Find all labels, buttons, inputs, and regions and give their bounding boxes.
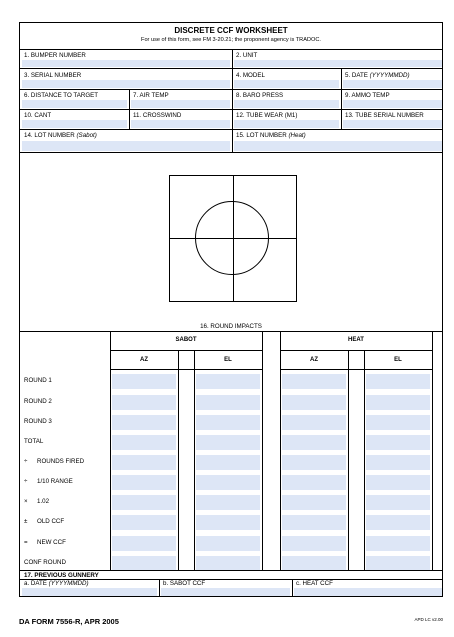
row-label bbox=[24, 478, 73, 485]
heat-header: HEAT bbox=[348, 337, 364, 343]
row-label-text: 1.02 bbox=[37, 498, 50, 505]
heat-az-field[interactable] bbox=[282, 515, 346, 530]
gunnery-date-hint: (YYYYMMDD) bbox=[48, 580, 89, 587]
heat-az-header: AZ bbox=[310, 357, 318, 363]
gunnery-date-label bbox=[24, 580, 89, 587]
rule bbox=[20, 331, 442, 332]
heat-el-field[interactable] bbox=[366, 415, 430, 430]
sabot-el-field[interactable] bbox=[196, 515, 260, 530]
rule bbox=[20, 152, 442, 153]
rule bbox=[110, 350, 262, 351]
divider bbox=[129, 89, 130, 129]
heat-az-field[interactable] bbox=[282, 556, 346, 571]
lot-heat-hint: (Heat) bbox=[288, 132, 306, 139]
gunnery-date-field[interactable] bbox=[22, 588, 157, 596]
serial-number-field[interactable] bbox=[22, 80, 230, 88]
sabot-az-field[interactable] bbox=[112, 395, 176, 410]
row-label bbox=[24, 377, 52, 384]
air-temp-field[interactable] bbox=[131, 100, 230, 108]
row-label-text: TOTAL bbox=[24, 438, 44, 445]
sabot-el-field[interactable] bbox=[196, 374, 260, 389]
sabot-el-field[interactable] bbox=[196, 475, 260, 490]
form-subtitle: For use of this form, see FM 3-20.21; the proponent agency is TRADOC. bbox=[141, 37, 321, 43]
rule bbox=[280, 369, 432, 370]
divider bbox=[364, 350, 365, 570]
sabot-az-header: AZ bbox=[140, 357, 148, 363]
distance-label: 6. DISTANCE TO TARGET bbox=[24, 92, 99, 99]
divider bbox=[348, 350, 349, 570]
rule bbox=[20, 570, 442, 571]
rule bbox=[20, 89, 442, 90]
divider bbox=[232, 49, 233, 68]
lot-heat-field[interactable] bbox=[234, 141, 442, 151]
baro-press-field[interactable] bbox=[234, 100, 339, 108]
row-label-text: ROUND 2 bbox=[24, 398, 52, 405]
heat-az-field[interactable] bbox=[282, 495, 346, 510]
operator-symbol: = bbox=[24, 539, 28, 546]
heat-el-field[interactable] bbox=[366, 556, 430, 571]
row-label bbox=[24, 438, 43, 445]
divider bbox=[232, 129, 233, 152]
heat-az-field[interactable] bbox=[282, 374, 346, 389]
row-label bbox=[24, 498, 49, 505]
row-label-text: OLD CCF bbox=[37, 518, 65, 525]
sabot-az-field[interactable] bbox=[112, 415, 176, 430]
divider bbox=[194, 350, 195, 570]
distance-field[interactable] bbox=[22, 100, 127, 108]
tube-wear-field[interactable] bbox=[234, 120, 339, 128]
sabot-az-field[interactable] bbox=[112, 495, 176, 510]
heat-ccf-label: c. HEAT CCF bbox=[296, 580, 333, 587]
sabot-ccf-field[interactable] bbox=[161, 588, 290, 596]
row-label bbox=[24, 418, 52, 425]
heat-el-header: EL bbox=[394, 357, 402, 363]
row-label-text: ROUND 3 bbox=[24, 418, 52, 425]
ammo-temp-label: 9. AMMO TEMP bbox=[345, 92, 390, 99]
row-label bbox=[24, 559, 66, 566]
tube-serial-field[interactable] bbox=[343, 120, 442, 128]
target-circle bbox=[195, 201, 269, 275]
previous-gunnery-heading: 17. PREVIOUS GUNNERY bbox=[24, 572, 99, 579]
rule bbox=[280, 350, 432, 351]
sabot-az-field[interactable] bbox=[112, 374, 176, 389]
form-number: DA FORM 7556-R, APR 2005 bbox=[19, 617, 119, 626]
baro-press-label: 8. BARO PRESS bbox=[236, 92, 284, 99]
heat-el-field[interactable] bbox=[366, 395, 430, 410]
lot-sabot-label bbox=[24, 132, 97, 139]
form-title: DISCRETE CCF WORKSHEET bbox=[174, 26, 288, 35]
lot-sabot-field[interactable] bbox=[22, 141, 230, 151]
sabot-el-field[interactable] bbox=[196, 556, 260, 571]
row-label-text: ROUNDS FIRED bbox=[37, 458, 85, 465]
cant-label: 10. CANT bbox=[24, 112, 52, 119]
date-label-text: 5. DATE bbox=[345, 72, 370, 79]
operator-symbol: ÷ bbox=[24, 458, 28, 465]
divider bbox=[341, 89, 342, 129]
sabot-az-field[interactable] bbox=[112, 475, 176, 490]
row-label bbox=[24, 539, 66, 546]
heat-az-field[interactable] bbox=[282, 395, 346, 410]
divider bbox=[280, 331, 281, 570]
sabot-el-field[interactable] bbox=[196, 536, 260, 551]
rule bbox=[20, 68, 442, 69]
lot-heat-label-text: 15. LOT NUMBER bbox=[236, 132, 289, 139]
row-label bbox=[24, 458, 84, 465]
operator-symbol: ÷ bbox=[24, 478, 28, 485]
heat-az-field[interactable] bbox=[282, 435, 346, 450]
divider bbox=[232, 89, 233, 129]
lot-sabot-hint: (Sabot) bbox=[76, 132, 97, 139]
sabot-az-field[interactable] bbox=[112, 435, 176, 450]
heat-az-field[interactable] bbox=[282, 455, 346, 470]
divider bbox=[232, 68, 233, 89]
divider bbox=[159, 579, 160, 597]
sabot-az-field[interactable] bbox=[112, 556, 176, 571]
sabot-el-field[interactable] bbox=[196, 435, 260, 450]
heat-el-field[interactable] bbox=[366, 475, 430, 490]
divider bbox=[341, 68, 342, 89]
model-field[interactable] bbox=[234, 80, 339, 88]
date-field[interactable] bbox=[343, 80, 442, 88]
sabot-el-field[interactable] bbox=[196, 395, 260, 410]
row-label-text: NEW CCF bbox=[37, 539, 66, 546]
heat-ccf-field[interactable] bbox=[294, 588, 442, 596]
sabot-header: SABOT bbox=[175, 337, 197, 343]
operator-symbol: × bbox=[24, 498, 28, 505]
rule bbox=[20, 129, 442, 130]
row-label-text: CONF ROUND bbox=[24, 559, 66, 566]
crosswind-label: 11. CROSSWIND bbox=[133, 112, 182, 119]
sabot-el-field[interactable] bbox=[196, 455, 260, 470]
divider bbox=[292, 579, 293, 597]
worksheet-form bbox=[19, 22, 443, 597]
bumper-number-field[interactable] bbox=[22, 60, 230, 67]
serial-number-label: 3. SERIAL NUMBER bbox=[24, 72, 82, 79]
sabot-az-field[interactable] bbox=[112, 536, 176, 551]
sabot-el-field[interactable] bbox=[196, 495, 260, 510]
model-label: 4. MODEL bbox=[236, 72, 265, 79]
divider bbox=[178, 350, 179, 570]
heat-az-field[interactable] bbox=[282, 415, 346, 430]
heat-el-field[interactable] bbox=[366, 536, 430, 551]
tube-wear-label: 12. TUBE WEAR (M1) bbox=[236, 112, 298, 119]
heat-el-field[interactable] bbox=[366, 515, 430, 530]
rule bbox=[110, 369, 262, 370]
unit-field[interactable] bbox=[234, 60, 442, 67]
divider bbox=[110, 331, 111, 570]
sabot-el-header: EL bbox=[224, 357, 232, 363]
heat-az-field[interactable] bbox=[282, 475, 346, 490]
operator-symbol: ± bbox=[24, 518, 28, 525]
heat-el-field[interactable] bbox=[366, 435, 430, 450]
row-label bbox=[24, 518, 64, 525]
row-label-text: 1/10 RANGE bbox=[37, 478, 73, 485]
rule bbox=[20, 109, 442, 110]
sabot-az-field[interactable] bbox=[112, 515, 176, 530]
sabot-az-field[interactable] bbox=[112, 455, 176, 470]
gunnery-date-label-text: a. DATE bbox=[24, 580, 49, 587]
cant-field[interactable] bbox=[22, 120, 127, 128]
divider bbox=[262, 331, 263, 570]
round-impacts-label: 16. ROUND IMPACTS bbox=[200, 323, 262, 330]
heat-az-field[interactable] bbox=[282, 536, 346, 551]
row-label bbox=[24, 398, 52, 405]
tube-serial-label: 13. TUBE SERIAL NUMBER bbox=[345, 112, 424, 119]
version-label: APD LC v2.00 bbox=[414, 617, 443, 622]
sabot-ccf-label: b. SABOT CCF bbox=[163, 580, 206, 587]
row-label-text: ROUND 1 bbox=[24, 377, 52, 384]
crosswind-field[interactable] bbox=[131, 120, 230, 128]
heat-el-field[interactable] bbox=[366, 495, 430, 510]
lot-sabot-label-text: 14. LOT NUMBER bbox=[24, 132, 77, 139]
heat-el-field[interactable] bbox=[366, 374, 430, 389]
bumper-number-label: 1. BUMPER NUMBER bbox=[24, 52, 86, 59]
heat-el-field[interactable] bbox=[366, 455, 430, 470]
divider bbox=[432, 331, 433, 570]
date-format-hint: (YYYYMMDD) bbox=[369, 72, 410, 79]
lot-heat-label bbox=[236, 132, 306, 139]
date-label bbox=[345, 72, 410, 79]
unit-label: 2. UNIT bbox=[236, 52, 258, 59]
ammo-temp-field[interactable] bbox=[343, 100, 442, 108]
air-temp-label: 7. AIR TEMP bbox=[133, 92, 169, 99]
sabot-el-field[interactable] bbox=[196, 415, 260, 430]
rule bbox=[20, 49, 442, 50]
